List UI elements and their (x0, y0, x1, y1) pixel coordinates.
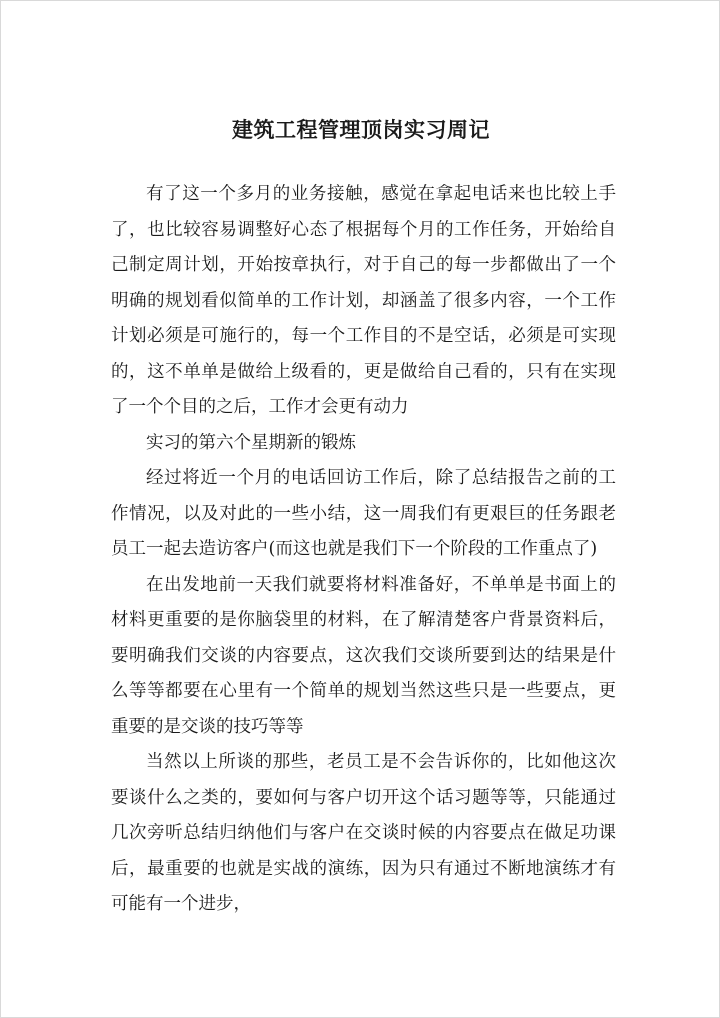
document-title: 建筑工程管理顶岗实习周记 (232, 117, 490, 142)
document-body (111, 177, 616, 923)
paragraph-5: 当然以上所谈的那些，老员工是不会告诉你的，比如他这次要谈什么之类的，要如何与客户切开这个话习题等等，只能通过几次旁听总结归纳他们与客户在交谈时候的内容要点在做足功课后，最重要的也就是实战的演练，因为只有通过不断地演练才有可能有一个进步， (111, 752, 616, 914)
paragraph-4: 在出发地前一天我们就要将材料准备好，不单单是书面上的材料更重要的是你脑袋里的材料，在了解清楚客户背景资料后，要明确我们交谈的内容要点，这次我们交谈所要到达的结果是什么等等都要在心里有一个简单的规划当然这些只是一些要点，更重要的是交谈的技巧等等 (111, 574, 616, 737)
paragraph-3: 经过将近一个月的电话回访工作后，除了总结报告之前的工作情况，以及对此的一些小结，这一周我们有更艰巨的任务跟老员工一起去造访客户(而这也就是我们下一个阶段的工作重点了) (111, 468, 616, 559)
paragraph-1: 有了这一个多月的业务接触，感觉在拿起电话来也比较上手了，也比较容易调整好心态了根据每个月的工作任务，开始给自己制定周计划，开始按章执行，对于自己的每一步都做出了一个明确的规划看似简单的工作计划，却涵盖了很多内容，一个工作计划必须是可施行的，每一个工作目的不是空话，必须是可实现的，这不单单是做给上级看的，更是做给自己看的，只有在实现了一个个目的之后，工作才会更有动力 (111, 184, 616, 417)
paragraph-2: 实习的第六个星期新的锻炼 (146, 432, 356, 453)
